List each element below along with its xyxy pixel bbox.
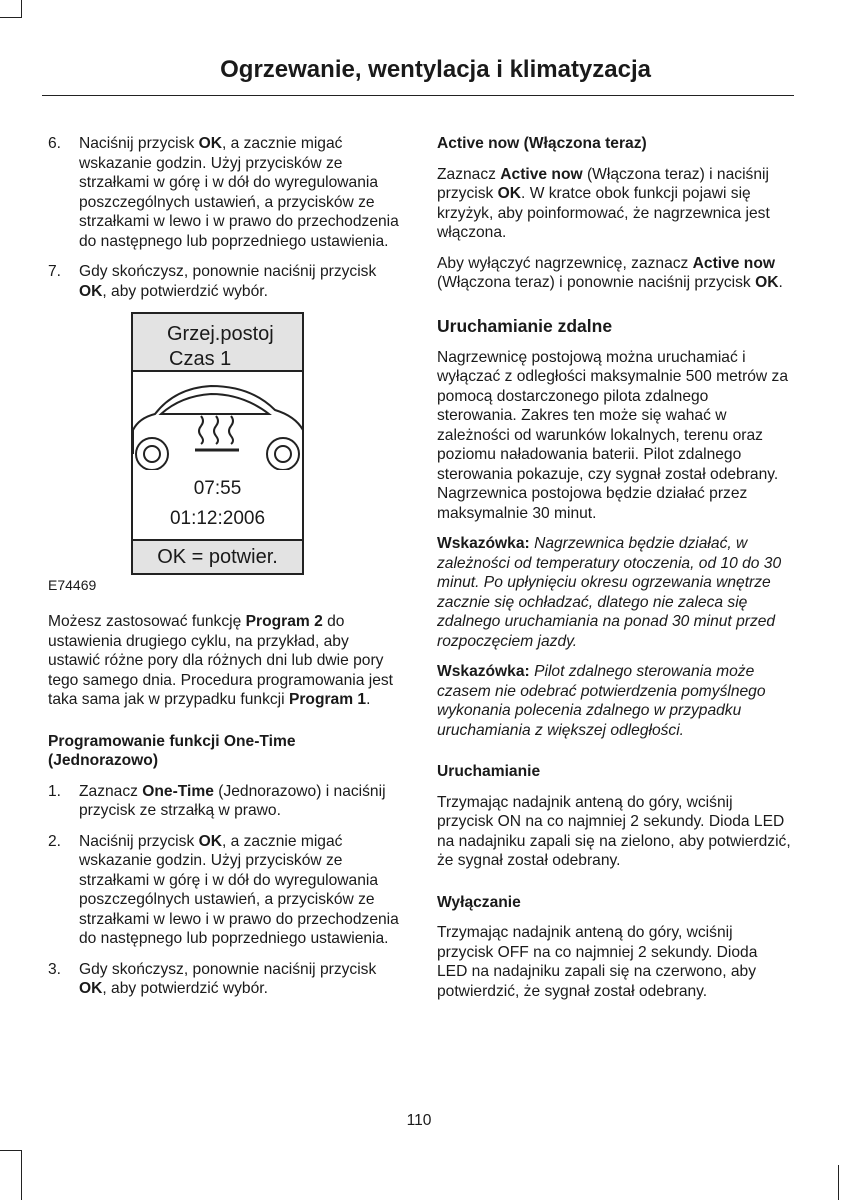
crop-mark bbox=[838, 1165, 839, 1200]
figure-id: E74469 bbox=[48, 577, 97, 593]
crop-mark bbox=[21, 0, 22, 18]
right-column bbox=[437, 134, 792, 1012]
list-item bbox=[48, 832, 403, 949]
list-number: 2. bbox=[48, 832, 62, 850]
start-heading: Uruchamianie bbox=[437, 763, 541, 780]
header-rule bbox=[42, 95, 794, 96]
display-ok-label: OK = potwier. bbox=[157, 546, 278, 568]
crop-mark bbox=[0, 17, 22, 18]
one-time-heading: Programowanie funkcji One-Time (Jednorazowo) bbox=[48, 732, 296, 769]
list-number: 7. bbox=[48, 263, 62, 280]
left-column bbox=[48, 134, 403, 1010]
stop-heading: Wyłączanie bbox=[437, 893, 521, 911]
active-now-paragraph-2: Aby wyłączyć nagrzewnicę, zaznacz Active now (Włączona teraz) i ponownie naciśnij przycisk OK. bbox=[437, 254, 783, 291]
list-text: Zaznacz One-Time (Jednorazowo) i naciśnij przycisk ze strzałką w prawo. bbox=[79, 782, 386, 819]
display-time: 07:55 bbox=[193, 478, 242, 499]
page-title: Ogrzewanie, wentylacja i klimatyzacja bbox=[220, 56, 651, 83]
crop-mark bbox=[21, 1150, 22, 1200]
list-number: 6. bbox=[48, 135, 62, 152]
active-now-heading: Active now (Włączona teraz) bbox=[437, 135, 647, 152]
list-item bbox=[48, 134, 403, 251]
display-line-2: Czas 1 bbox=[169, 348, 232, 370]
display-line-1: Grzej.postoj bbox=[167, 323, 274, 345]
list-text: Naciśnij przycisk OK, a zacznie migać wskazanie godzin. Użyj przycisków ze strzałkami w górę i w dół do wyregulowania poszczególnych ustawień, a przycisków ze strzałkami w lewo i w prawo do przechodzenia do następnego lub poprzedniego ustawienia. bbox=[79, 135, 399, 250]
active-now-paragraph-1: Zaznacz Active now (Włączona teraz) i naciśnij przycisk OK. W kratce obok funkcji pojawi się krzyżyk, aby poinformować, że nagrzewnica jest włączona. bbox=[437, 165, 770, 241]
list-number: 1. bbox=[48, 782, 62, 800]
steps-list-1 bbox=[48, 134, 403, 301]
list-item bbox=[48, 262, 403, 301]
program2-paragraph: Możesz zastosować funkcję Program 2 do ustawienia drugiego cyklu, na przykład, aby ustawić różne pory dla różnych dni lub dwie pory tego samego dnia. Procedura programowania jest taka sama jak w przypadku funkcji Program 1. bbox=[48, 613, 393, 708]
display-date: 01:12:2006 bbox=[169, 508, 266, 529]
crop-mark bbox=[0, 1150, 22, 1151]
page-number: 110 bbox=[406, 1112, 432, 1129]
remote-start-heading: Uruchamianie zdalne bbox=[437, 315, 613, 336]
list-text: Naciśnij przycisk OK, a zacznie migać wskazanie godzin. Użyj przycisków ze strzałkami w górę i w dół do wyregulowania poszczególnych ustawień, a przycisków ze strzałkami w lewo i w prawo do przechodzenia do następnego lub poprzedniego ustawienia. bbox=[79, 832, 399, 947]
display-footer bbox=[133, 539, 302, 573]
list-item bbox=[48, 960, 403, 999]
list-number: 3. bbox=[48, 960, 62, 978]
stop-paragraph: Trzymając nadajnik anteną do góry, wciśnij przycisk OFF na co najmniej 2 sekundy. Dioda LED na nadajniku zapali się na czerwono, aby potwierdzić, że sygnał został odebrany. bbox=[437, 924, 758, 1000]
car-heater-icon bbox=[131, 370, 304, 470]
list-item bbox=[48, 782, 403, 821]
steps-list-2 bbox=[48, 782, 403, 999]
note-1: Wskazówka: Nagrzewnica będzie działać, w zależności od temperatury otoczenia, od 10 do 30 minut. Po upłynięciu okresu ogrzewania wnętrze zacznie się ochładzać, dlatego nie zaleca się zdalnego uruchamiania na ponad 30 minut przed rozpoczęciem jazdy. bbox=[437, 535, 782, 650]
remote-start-paragraph: Nagrzewnicę postojową można uruchamiać i wyłączać z odległości maksymalnie 500 metrów za pomocą dostarczonego pilota zdalnego sterowania. Zakres ten może się wahać w zależności od warunków lokalnych, terenu oraz poziomu naładowania baterii. Pilot zdalnego sterowania pokazuje, czy sygnał został odebrany. Nagrzewnica postojowa będzie działać przez maksymalnie 30 minut. bbox=[437, 348, 788, 522]
note-2: Wskazówka: Pilot zdalnego sterowania może czasem nie odebrać potwierdzenia pomyślnego wykonania polecenia zdalnego w przypadku uruchamiania z większej odległości. bbox=[437, 663, 766, 739]
display-screen bbox=[131, 312, 304, 575]
list-text: Gdy skończysz, ponownie naciśnij przycisk OK, aby potwierdzić wybór. bbox=[79, 960, 377, 997]
start-paragraph: Trzymając nadajnik anteną do góry, wciśnij przycisk ON na co najmniej 2 sekundy. Dioda LED na nadajniku zapali się na zielono, aby potwierdzić, że sygnał został odebrany. bbox=[437, 793, 791, 869]
heater-display-figure bbox=[48, 312, 403, 597]
list-text: Gdy skończysz, ponownie naciśnij przycisk OK, aby potwierdzić wybór. bbox=[79, 263, 377, 300]
display-header bbox=[133, 314, 302, 372]
